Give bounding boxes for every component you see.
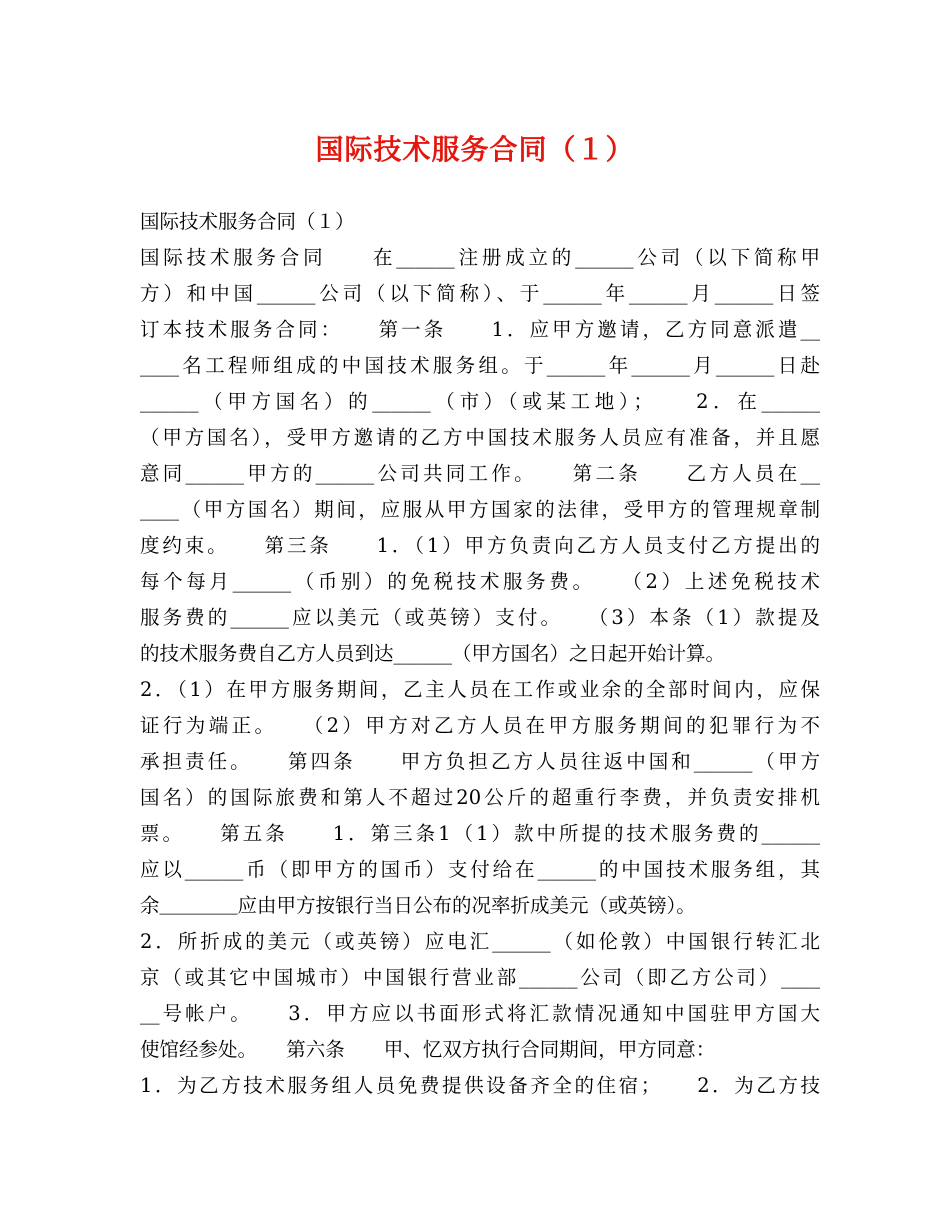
contract-line: 国际技术服务合同 在______注册成立的______公司（以下简称甲: [140, 246, 820, 269]
contract-line: __号帐户。 3．甲方应以书面形式将汇款情况通知中国驻甲方国大: [140, 1002, 820, 1025]
contract-line: 国名）的国际旅费和第人不超过20公斤的超重行李费，并负责安排机: [140, 786, 820, 809]
contract-line: 意同______甲方的______公司共同工作。 第二条 乙方人员在__: [140, 462, 820, 485]
contract-line: 余＿＿＿＿应由甲方按银行当日公布的况率折成美元（或英镑）。: [140, 894, 696, 917]
contract-line: 方）和中国______公司（以下简称）、于______年______月______日签: [140, 282, 820, 305]
contract-line: 国际技术服务合同（１）: [140, 210, 355, 233]
contract-line: ____（甲方国名）期间，应服从甲方国家的法律，受甲方的管理规章制: [140, 498, 820, 521]
contract-line: ______（甲方国名）的______（市）（或某工地）； 2．在______: [140, 390, 820, 413]
contract-body: [140, 204, 820, 1104]
contract-line: 的技术服务费自乙方人员到达______（甲方国名）之日起开始计算。: [140, 642, 726, 665]
contract-line: 每个每月______（币别）的免税技术服务费。 （2）上述免税技术: [140, 570, 820, 593]
contract-line: 应以______币（即甲方的国币）支付给在______的中国技术服务组，其: [140, 858, 820, 881]
contract-line: 1．为乙方技术服务组人员免费提供设备齐全的住宿； 2．为乙方技: [140, 1074, 820, 1097]
contract-line: 订本技术服务合同： 第一条 1．应甲方邀请，乙方同意派遣__: [140, 318, 820, 341]
contract-line: 2．（1）在甲方服务期间，乙主人员在工作或业余的全部时间内，应保: [140, 678, 820, 701]
contract-line: 使馆经参处。 第六条 甲、忆双方执行合同期间，甲方同意：: [140, 1038, 716, 1061]
contract-line: 服务费的______应以美元（或英镑）支付。 （3）本条（1）款提及: [140, 606, 820, 629]
document-title: 国际技术服务合同（１）: [315, 133, 635, 166]
contract-line: 2．所折成的美元（或英镑）应电汇______（如伦敦）中国银行转汇北: [140, 930, 820, 953]
contract-line: 票。 第五条 1．第三条1（1）款中所提的技术服务费的______: [140, 822, 820, 845]
contract-line: （甲方国名），受甲方邀请的乙方中国技术服务人员应有准备，并且愿: [140, 426, 820, 449]
contract-line: 度约束。 第三条 1．（1）甲方负责向乙方人员支付乙方提出的: [140, 534, 820, 557]
contract-line: 京（或其它中国城市）中国银行营业部______公司（即乙方公司）____: [140, 966, 820, 989]
contract-line: ____名工程师组成的中国技术服务组。于______年______月______日赴: [140, 354, 820, 377]
contract-line: 承担责任。 第四条 甲方负担乙方人员往返中国和______（甲方: [140, 750, 820, 773]
contract-line: 证行为端正。 （2）甲方对乙方人员在甲方服务期间的犯罪行为不: [140, 714, 820, 737]
